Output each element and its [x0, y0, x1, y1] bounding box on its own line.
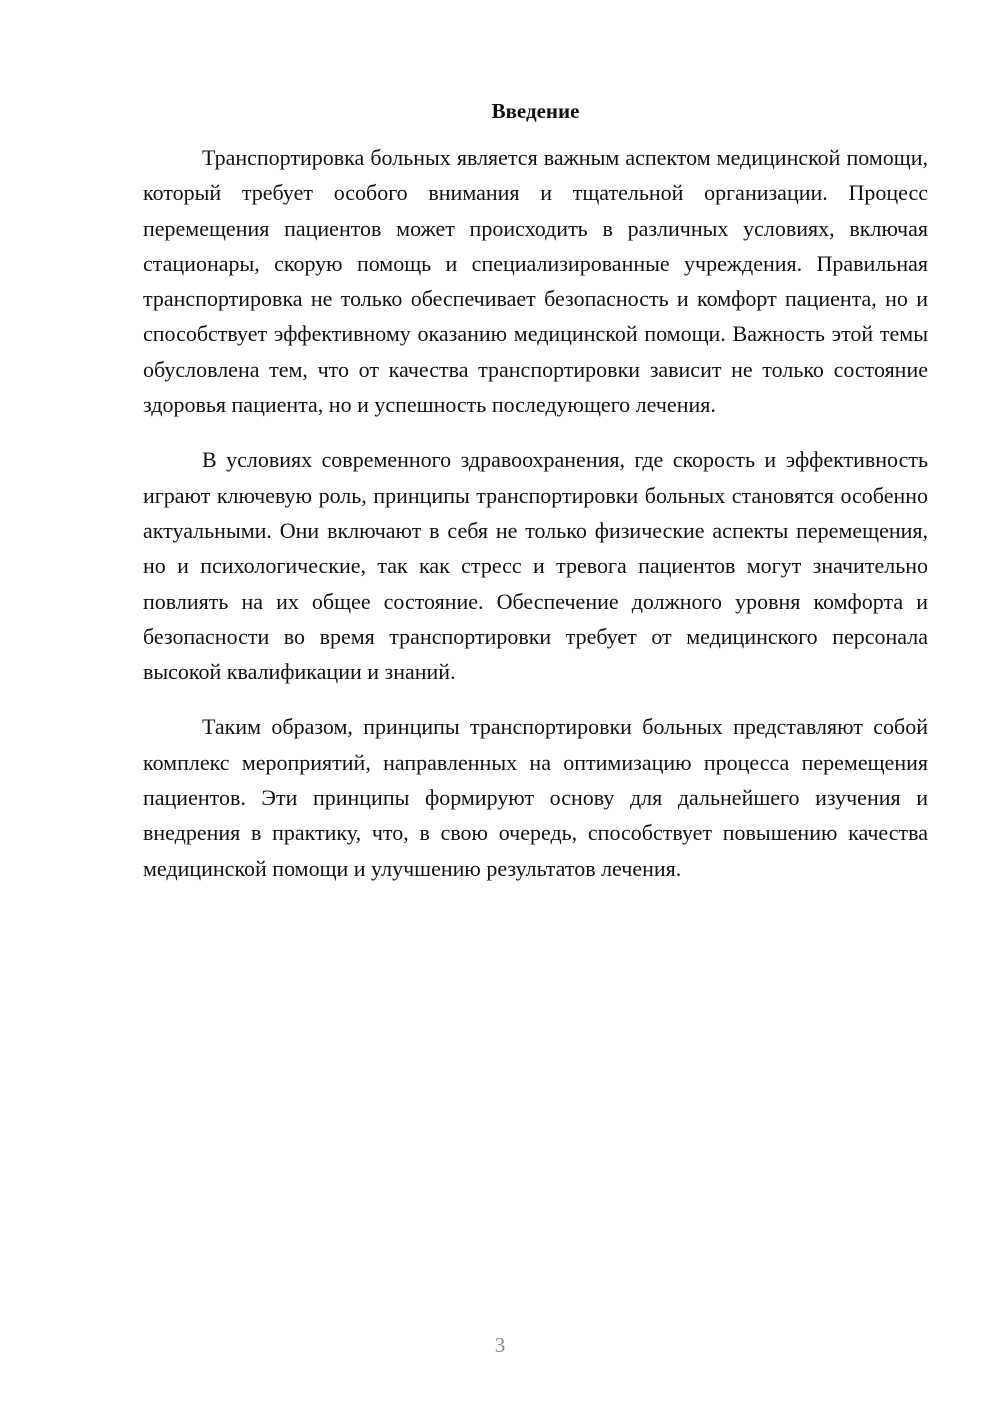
paragraph-2: В условиях современного здравоохранения, где скорость и эффективность играют ключевую роль, принципы транспортировки больных становятся особенно актуальными. Они включают в себя не только физические аспекты перемещения, но и психологические, так как стресс и тревога пациентов могут значительно повлиять на их общее состояние. Обеспечение должного уровня комфорта и безопасности во время транспортировки требует от медицинского персонала высокой квалификации и знаний.: [143, 447, 928, 685]
paragraph-1: Транспортировка больных является важным аспектом медицинской помощи, который требует особого внимания и тщательной организации. Процесс перемещения пациентов может происходить в различных условиях, включая стационары, скорую помощь и специализированные учреждения. Правильная транспортировка не только обеспечивает безопасность и комфорт пациента, но и способствует эффективному оказанию медицинской помощи. Важность этой темы обусловлена тем, что от качества транспортировки зависит не только состояние здоровья пациента, но и успешность последующего лечения.: [143, 145, 928, 418]
page-number: 3: [494, 1333, 506, 1357]
section-title: Введение: [491, 99, 580, 123]
page-content: [143, 96, 928, 906]
paragraph-3: Таким образом, принципы транспортировки больных представляют собой комплекс мероприятий, направленных на оптимизацию процесса перемещения пациентов. Эти принципы формируют основу для дальнейшего изучения и внедрения в практику, что, в свою очередь, способствует повышению качества медицинской помощи и улучшению результатов лечения.: [143, 714, 928, 881]
